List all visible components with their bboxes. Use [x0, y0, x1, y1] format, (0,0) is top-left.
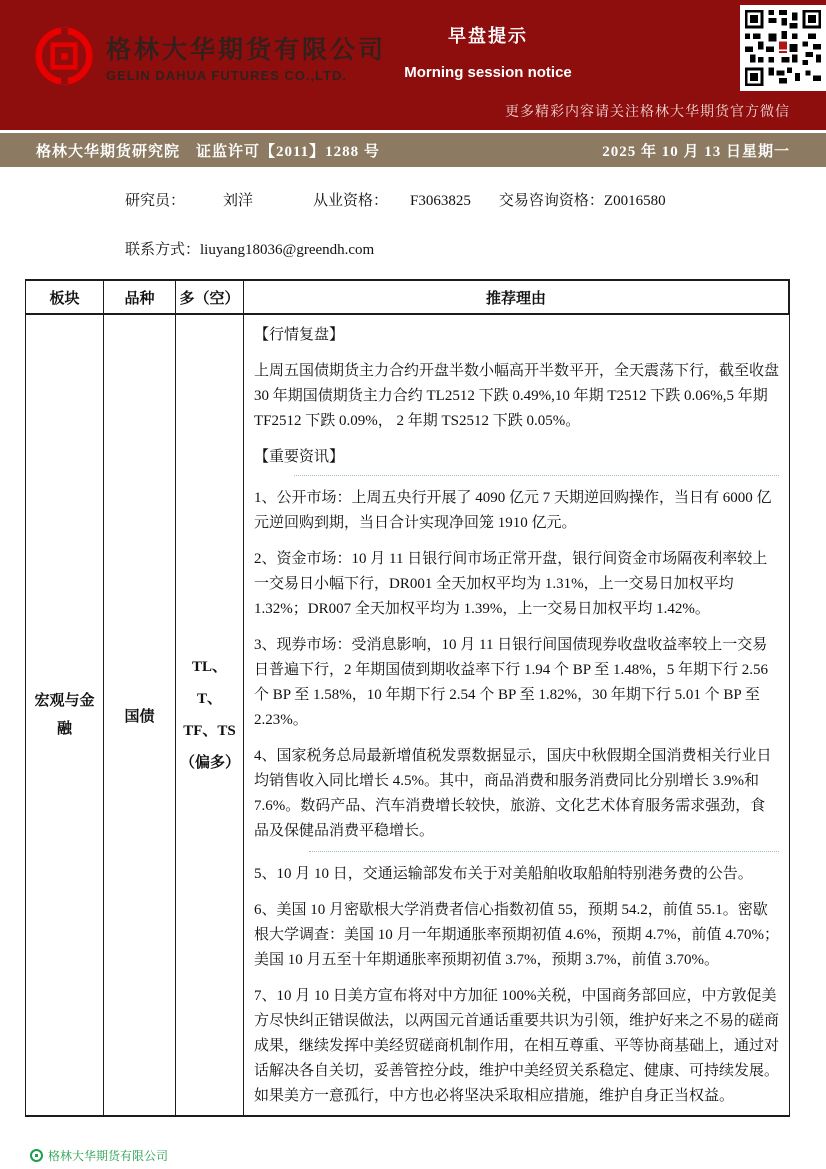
report-title-block [368, 22, 608, 81]
report-title-en: Morning session notice [404, 64, 572, 81]
news-item-6: 6、美国 10 月密歇根大学消费者信心指数初值 55，预期 54.2，前值 55.1。密歇根大学调查：美国 10 月一年期通胀率预期初值 4.6%，预期 4.7%，前值 4.70%；美国 10 月五至十年期通胀率预期初值 3.7%，预期 3.7%，前值 3.70%。 [254, 902, 779, 968]
institute-license-text: 格林大华期货研究院 证监许可【2011】1288 号 [36, 143, 380, 160]
news-item-7: 7、10 月 10 日美方宣布将对中方加征 100%关税，中国商务部回应，中方敦促美方尽快纠正错误做法，以两国元首通话重要共识为引领，维护好来之不易的磋商成果，继续发挥中美经贸磋商机制作用，在相互尊重、平等协商基础上，通过对话解决各自关切，妥善管控分歧，维护中美经贸关系稳定、健康、可持续发展。如果美方一意孤行，中方也必将坚决采取相应措施，维护自身正当权益。 [254, 988, 780, 1104]
researcher-line [125, 189, 826, 210]
column-header-variety: 品种 [104, 281, 176, 315]
company-logo [34, 26, 386, 86]
position-line: TL、T、 [191, 659, 227, 707]
wechat-follow-note: 更多精彩内容请关注格林大华期货官方微信 [505, 105, 790, 120]
contact-email: liuyang18036@greendh.com [200, 242, 375, 258]
footer-company-name: 格林大华期货有限公司 [48, 1149, 169, 1163]
page-header [0, 0, 826, 130]
position-cell [176, 315, 244, 1115]
variety-value: 国债 [124, 708, 155, 725]
report-date: 2025 年 10 月 13 日星期一 [602, 143, 790, 160]
gelin-emblem-icon [34, 26, 94, 86]
contact-label: 联系方式： [125, 242, 201, 258]
position-line: TF、TS [183, 723, 236, 739]
recommendation-table [25, 279, 790, 1117]
company-name-cn: 格林大华期货有限公司 [106, 35, 387, 64]
wechat-qr-box [740, 5, 826, 91]
report-title-cn: 早盘提示 [448, 26, 528, 46]
advisory-number: Z0016580 [603, 193, 666, 209]
news-item-2: 2、资金市场：10 月 11 日银行间市场正常开盘，银行间资金市场隔夜利率较上一交易日小幅下行，DR001 全天加权平均为 1.31%，上一交易日加权平均 1.32%；DR007 全天加权平均为 1.39%，上一交易日加权平均 1.42%。 [254, 551, 768, 617]
contact-line [125, 238, 826, 259]
column-header-sector: 板块 [26, 281, 104, 315]
researcher-block [125, 189, 826, 259]
news-item-1: 1、公开市场：上周五央行开展了 4090 亿元 7 天期逆回购操作，当日有 6000 亿元逆回购到期，当日合计实现净回笼 1910 亿元。 [254, 490, 772, 531]
sector-cell [26, 315, 104, 1115]
news-item-5: 5、10 月 10 日，交通运输部发布关于对美船舶收取船舶特别港务费的公告。 [254, 866, 753, 882]
company-name-block [106, 30, 386, 83]
news-item-3: 3、现券市场：受消息影响，10 月 11 日银行间国债现券收盘收益率较上一交易日普遍下行，2 年期国债到期收益率下行 1.94 个 BP 至 1.48%，5 年期下行 2.56 个 BP 至 1.58%，10 年期下行 2.54 个 BP 至 1.82%，30 年期下行 5.01 个 BP 至 2.23%。 [254, 637, 769, 728]
dotted-divider [294, 475, 779, 476]
column-header-reason: 推荐理由 [244, 281, 789, 315]
sector-value: 宏观与金融 [34, 693, 95, 737]
review-paragraph: 上周五国债期货主力合约开盘半数小幅高开半数平开，全天震荡下行，截至收盘 30 年期国债期货主力合约 TL2512 下跌 0.49%,10 年期 T2512 下跌 0.06%,5 年期 TF2512 下跌 0.09%， 2 年期 TS2512 下跌 0.05%。 [254, 363, 780, 429]
reason-cell [244, 315, 789, 1115]
qualification-number: F3063825 [410, 193, 471, 209]
qr-code-icon [745, 10, 821, 86]
section-heading-news: 【重要资讯】 [254, 449, 345, 465]
company-name-en: GELIN DAHUA FUTURES CO.,LTD. [106, 67, 348, 83]
researcher-name: 刘洋 [223, 193, 254, 209]
news-item-4: 4、国家税务总局最新增值税发票数据显示，国庆中秋假期全国消费相关行业日均销售收入同比增长 4.5%。其中，商品消费和服务消费同比分别增长 3.9%和 7.6%。数码产品、汽车消费增长较快，旅游、文化艺术体育服务需求强劲，食品及保健品消费平稳增长。 [254, 748, 772, 839]
section-heading-review: 【行情复盘】 [254, 327, 345, 343]
researcher-label: 研究员： [125, 193, 186, 209]
page-footer [30, 1147, 168, 1164]
column-header-position: 多（空） [176, 281, 244, 315]
variety-cell [104, 315, 176, 1115]
institute-date-bar [0, 130, 826, 167]
position-line: （偏多） [180, 755, 241, 771]
qualification-label: 从业资格： [313, 193, 389, 209]
dotted-divider [309, 851, 779, 852]
advisory-label: 交易咨询资格： [498, 193, 604, 209]
footer-logo-icon [30, 1149, 43, 1162]
